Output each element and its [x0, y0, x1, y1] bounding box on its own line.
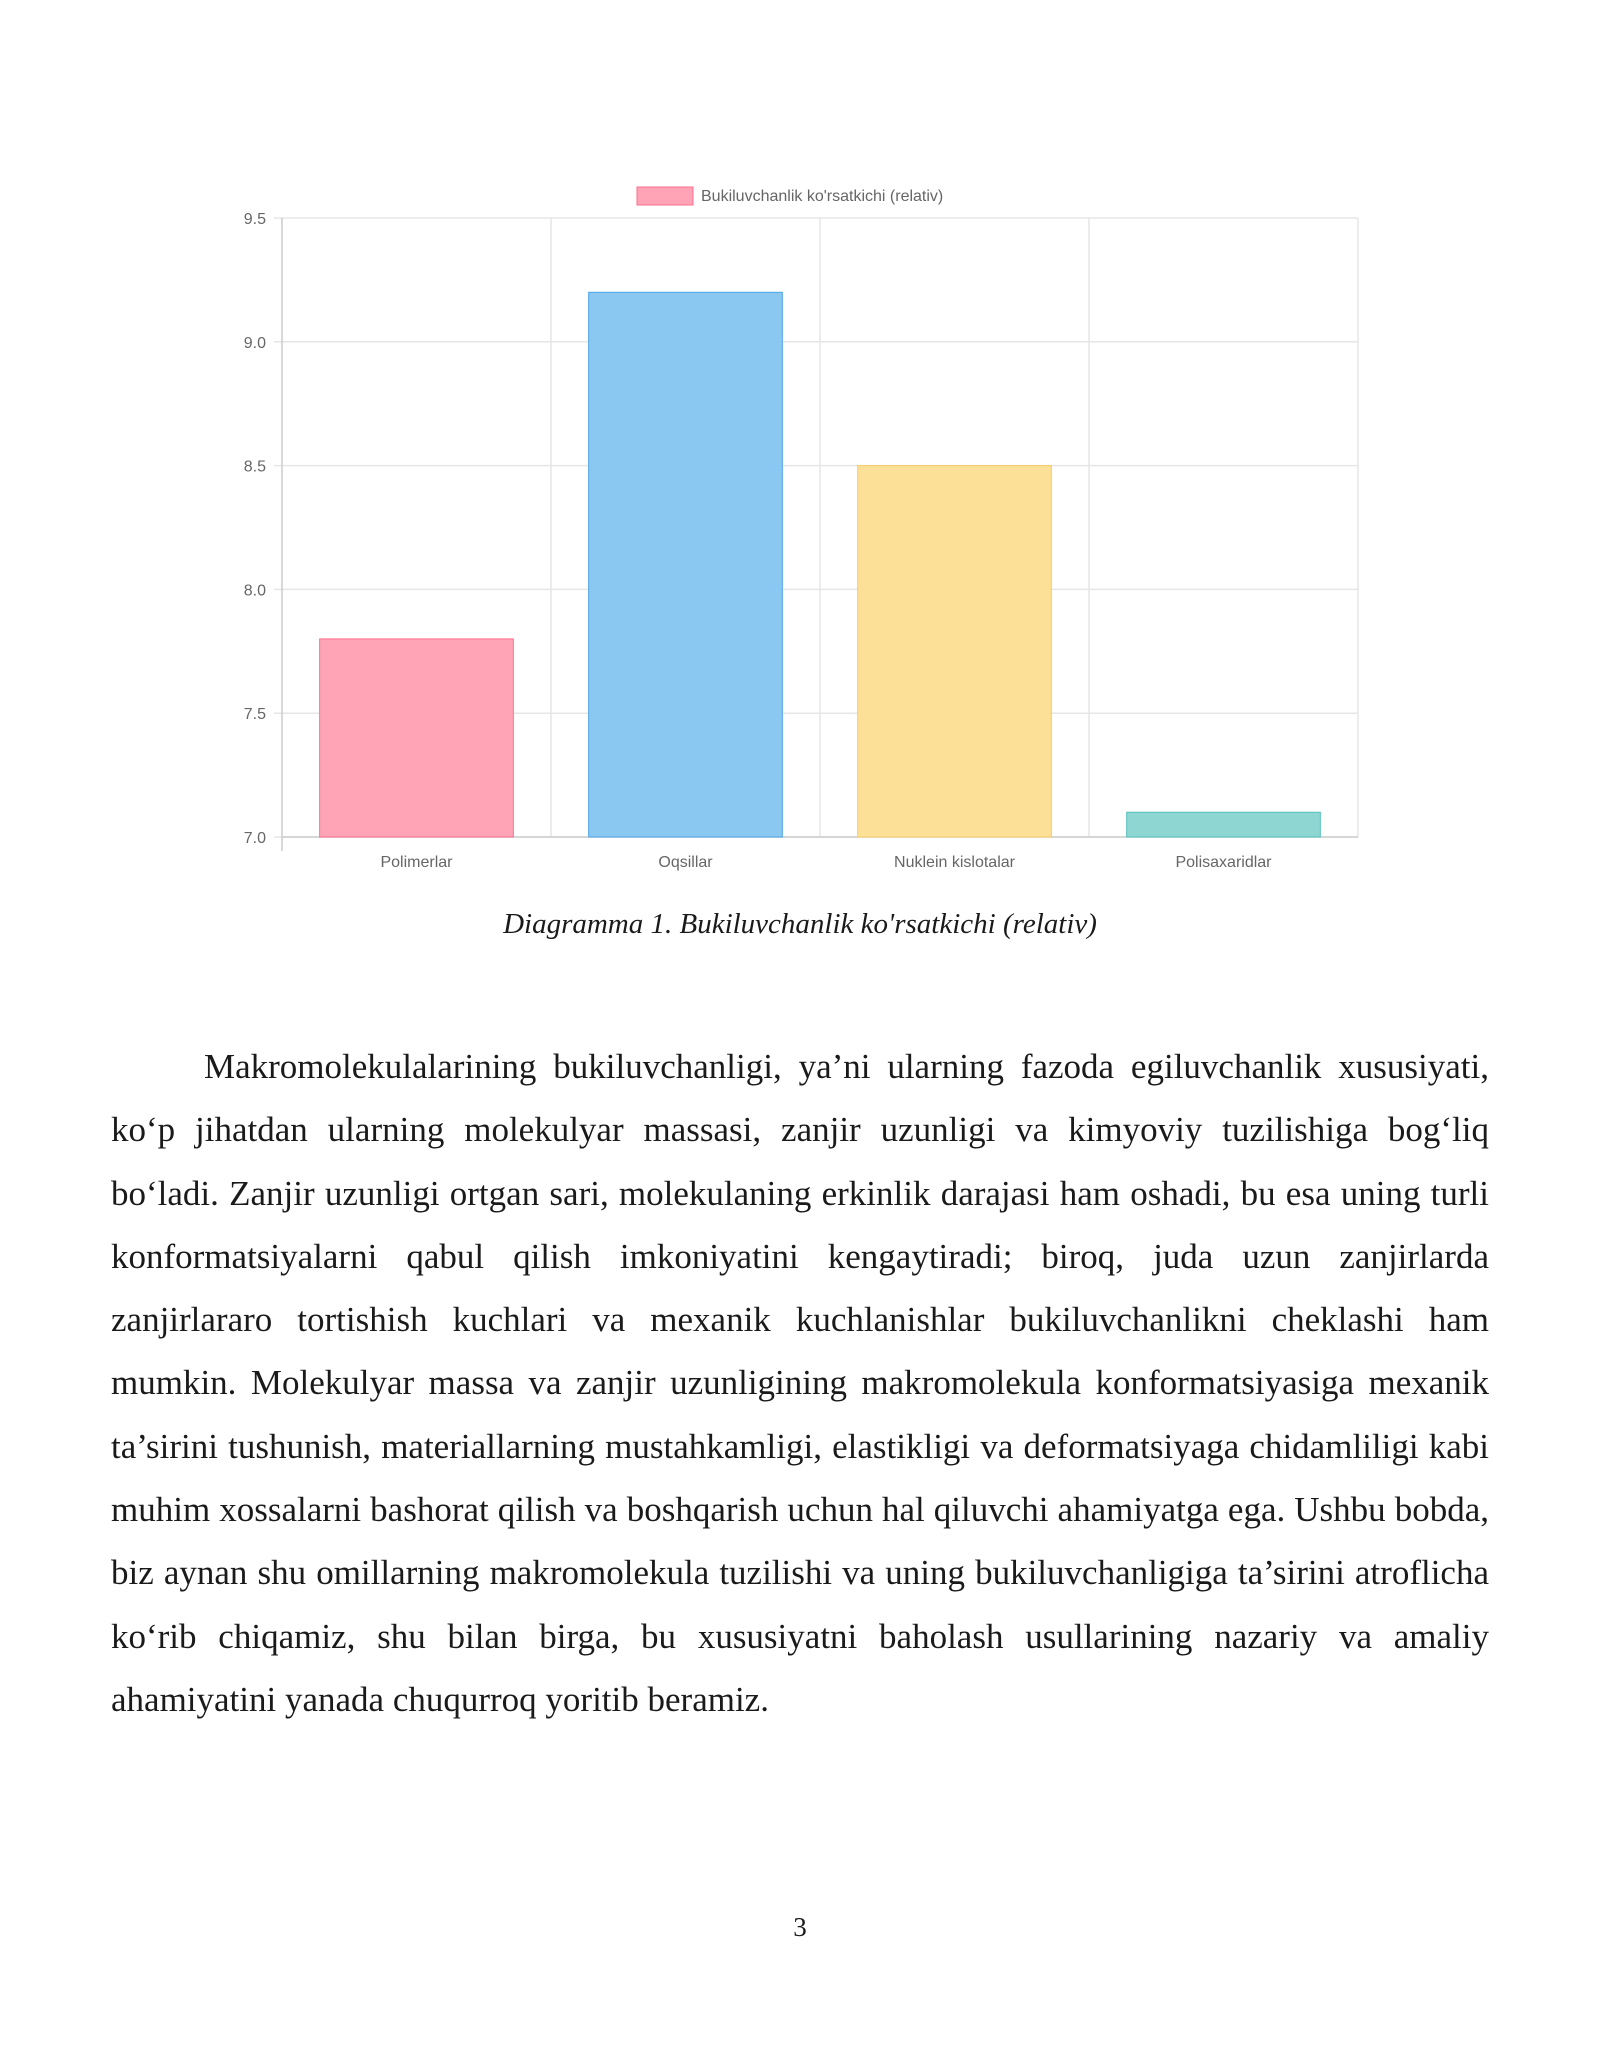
bar-chart [200, 170, 1400, 880]
figure-caption: Diagramma 1. Bukiluvchanlik ko'rsatkichi (relativ) [503, 908, 1097, 940]
y-axis-ticks [244, 211, 266, 847]
chart-legend [637, 187, 943, 205]
page-number: 3 [793, 1912, 807, 1942]
x-tick-label: Polimerlar [380, 854, 453, 871]
y-tick-label: 8.0 [243, 582, 266, 600]
legend-label: Bukiluvchanlik ko'rsatkichi (relativ) [701, 188, 944, 205]
x-axis-labels [380, 854, 1272, 871]
y-tick-label: 9.5 [243, 211, 266, 228]
bar-polisaxaridlar [1127, 812, 1321, 837]
y-tick-label: 7.5 [243, 706, 266, 724]
x-tick-label: Oqsillar [658, 854, 713, 871]
bar-polimerlar [320, 639, 514, 837]
y-tick-label: 7.0 [243, 830, 266, 847]
legend-swatch [637, 187, 693, 205]
x-tick-label: Nuklein kislotalar [894, 854, 1015, 871]
body-paragraph: Makromolekulalarining bukiluvchanligi, ya’ni ularning fazoda egiluvchanlik xususiyati, ko‘p jihatdan ularning molekulyar massasi, zanjir uzunligi va kimyoviy tuzilishiga bog‘liq bo‘ladi. Zanjir uzunligi ortgan sari, molekulaning erkinlik darajasi ham oshadi, bu esa uning turli konformatsiyalarni qabul qilish imkoniyatini kengaytiradi; biroq, juda uzun zanjirlarda zanjirlararo tortishish kuchlari va mexanik kuchlanishlar bukiluvchanlikni cheklashi ham mumkin. Molekulyar massa va zanjir uzunligining makromolekula konformatsiyasiga mexanik ta’sirini tushunish, materiallarning mustahkamligi, elastikligi va deformatsiyaga chidamliligi kabi muhim xossalarni bashorat qilish va boshqarish uchun hal qiluvchi ahamiyatga ega. Ushbu bobda, biz aynan shu omillarning makromolekula tuzilishi va uning bukiluvchanligiga ta’sirini atroflicha ko‘rib chiqamiz, shu bilan birga, bu xususiyatni baholash usullarining nazariy va amaliy ahamiyatini yanada chuqurroq yoritib beramiz. [111, 1047, 1489, 1719]
y-tick-label: 9.0 [243, 334, 266, 352]
y-tick-label: 8.5 [243, 458, 266, 476]
bar-nuklein-kislotalar [858, 466, 1052, 837]
bar-oqsillar [589, 292, 783, 837]
x-tick-label: Polisaxaridlar [1175, 854, 1272, 871]
